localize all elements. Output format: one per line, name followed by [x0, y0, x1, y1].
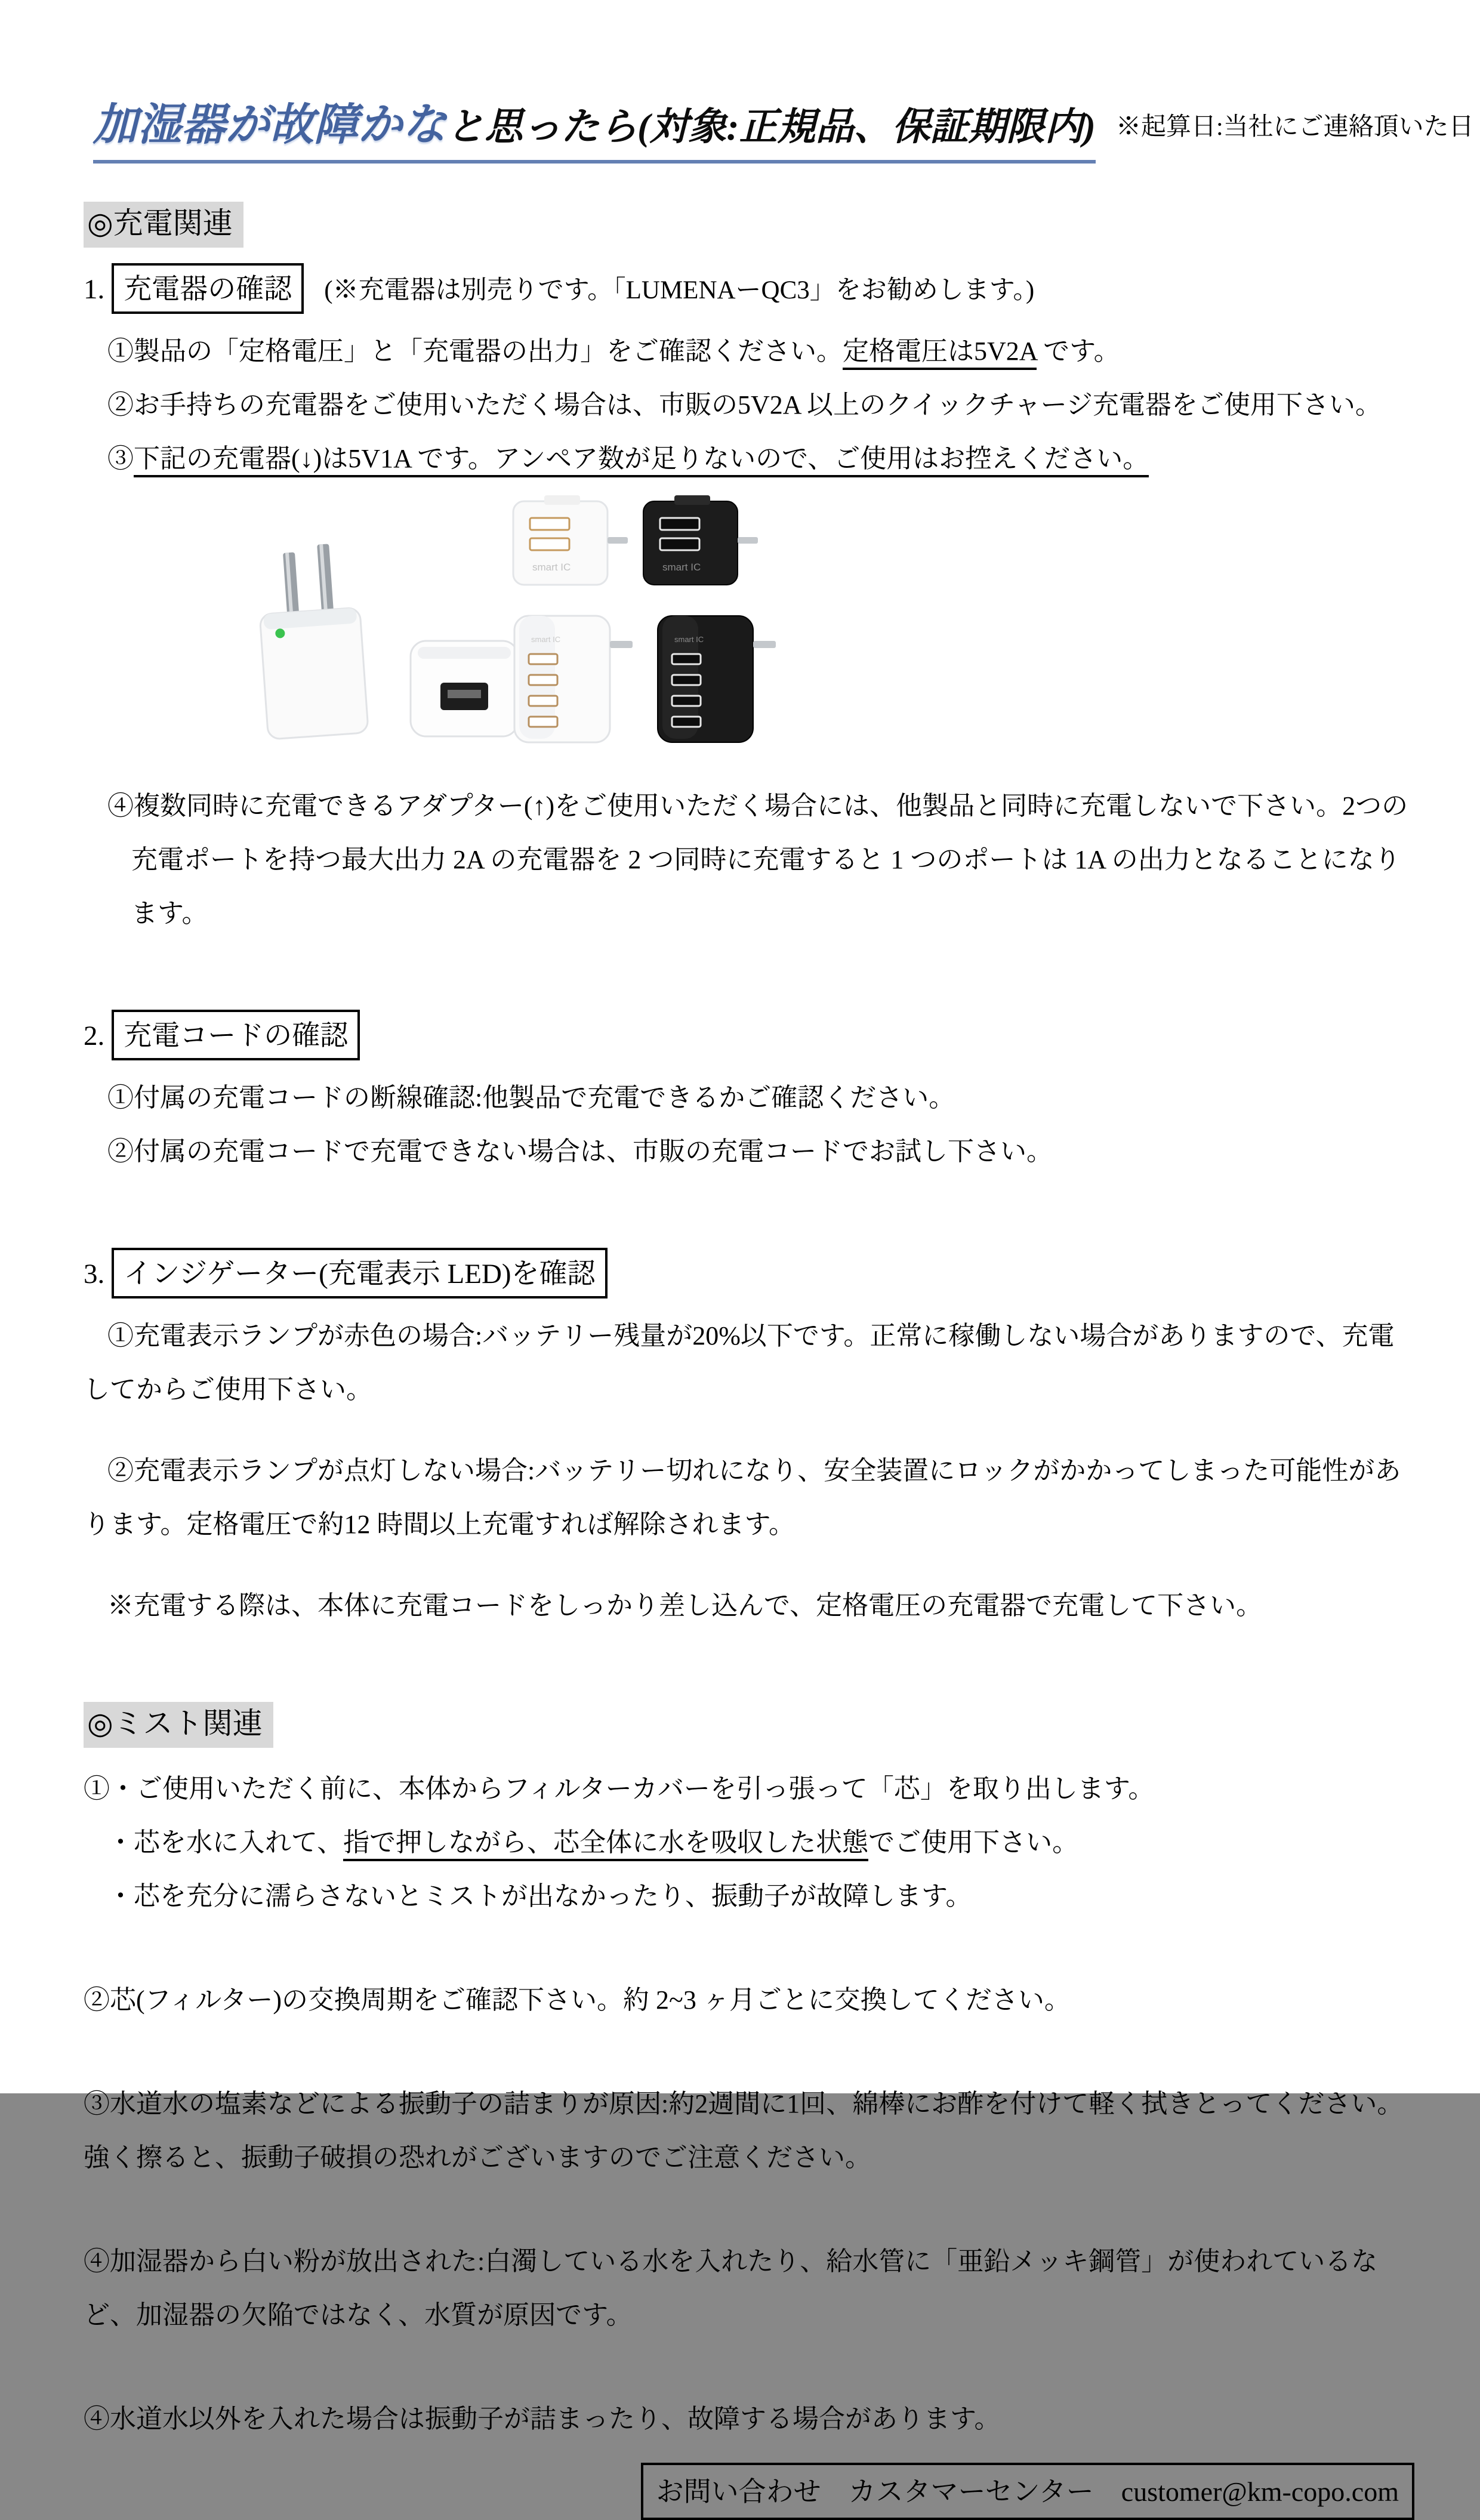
smart-ic-label: smart IC	[674, 635, 704, 644]
mist-line4: ②芯(フィルター)の交換周期をご確認下さい。約 2~3 ヶ月ごとに交換してください。	[84, 1985, 1071, 2015]
mist-line7: ④水道水以外を入れた場合は振動子が詰まったり、故障する場合があります。	[84, 2404, 1001, 2433]
item1-note: (※充電器は別売りです。「LUMENAーQC3」をお勧めします。)	[324, 276, 1035, 304]
title-note: ※起算日:当社にご連絡頂いた日	[1115, 113, 1474, 141]
white-4port-charger	[514, 616, 633, 742]
page-title	[93, 90, 1474, 164]
charging-item2-line1: ①付属の充電コードの断線確認:他製品で充電できるかご確認ください。	[107, 1083, 955, 1112]
charging-item3-line1: ①充電表示ランプが赤色の場合:バッテリー残量が20%以下です。正常に稼働しない場合がありますので、充電してからご使用下さい。	[84, 1321, 1395, 1404]
black-2port-charger	[643, 495, 758, 585]
underline-charger-warning: 下記の充電器(↓)は5V1A です。アンペア数が足りないので、ご使用はお控えください。	[134, 444, 1149, 477]
dual-port-chargers-image	[508, 494, 765, 596]
item1-boxed-title: 充電器の確認	[112, 263, 304, 314]
charging-item3-note: ※充電する際は、本体に充電コードをしっかり差し込んで、定格電圧の充電器で充電して下さい。	[107, 1591, 1263, 1620]
mist-line1: ①・ご使用いただく前に、本体からフィルターカバーを引っ張って「芯」を取り出します。	[84, 1774, 1155, 1803]
contact-box: お問い合わせ カスタマーセンター customer@km-copo.com	[641, 2463, 1414, 2520]
charging-item1-line4: ④複数同時に充電できるアダプター(↑)をご使用いただく場合には、他製品と同時に充電しないで下さい。2つの充電ポートを持つ最大出力 2A の充電器を 2 つ同時に充電すると 1 つのポートは 1A の出力となることになります。	[107, 791, 1408, 928]
charging-item1-line1: ①製品の「定格電圧」と「充電器の出力」をご確認ください。定格電圧は5V2A です。	[84, 325, 1414, 378]
title-blue-part: 加湿器が故障かな	[93, 101, 446, 150]
charging-item1-line2: ②お手持ちの充電器をご使用いただく場合は、市販の5V2A 以上のクイックチャージ充電器をご使用下さい。	[107, 390, 1382, 420]
mist-line5: ③水道水の塩素などによる振動子の詰まりが原因:約2週間に1回、綿棒にお酢を付けて軽く拭きとってください。強く擦ると、振動子破損の恐れがございますのでご注意ください。	[84, 2089, 1404, 2172]
charger-images	[84, 491, 1414, 752]
item1-number: 1.	[84, 274, 105, 305]
black-4port-charger	[658, 616, 776, 742]
charging-item3-line2: ②充電表示ランプが点灯しない場合:バッテリー切れになり、安全装置にロックがかかってしまった可能性があります。定格電圧で約12 時間以上充電すれば解除されます。	[84, 1456, 1401, 1539]
white-2port-charger	[513, 495, 628, 585]
smart-ic-label: smart IC	[531, 635, 561, 644]
item3-number: 3.	[84, 1259, 105, 1290]
smart-ic-label: smart IC	[662, 562, 701, 573]
section-mist	[84, 1702, 1414, 2446]
mist-line2: ・芯を水に入れて、指で押しながら、芯全体に水を吸収した状態でご使用下さい。	[84, 1816, 1414, 1870]
charging-item3-heading	[84, 1248, 1414, 1298]
charging-item1-heading	[84, 263, 1414, 314]
quad-port-chargers-image	[508, 607, 795, 751]
charging-section-heading: ◎充電関連	[84, 202, 243, 248]
charging-item1-line3: ③下記の充電器(↓)は5V1A です。アンペア数が足りないので、ご使用はお控えください。	[84, 432, 1414, 486]
section-charging	[84, 202, 1414, 1633]
charging-item2-heading	[84, 1010, 1414, 1060]
title-black-part: と思ったら(対象:正規品、保証期限内)	[446, 106, 1096, 148]
item2-boxed-title: 充電コードの確認	[112, 1010, 360, 1060]
charging-item2-line2: ②付属の充電コードで充電できない場合は、市販の充電コードでお試し下さい。	[107, 1137, 1053, 1166]
title-underline	[93, 90, 1096, 164]
mist-line6: ④加湿器から白い粉が放出された:白濁している水を入れたり、給水管に「亜鉛メッキ鋼管」が使われているなど、加湿器の欠陥ではなく、水質が原因です。	[84, 2247, 1378, 2330]
mist-line3: ・芯を充分に濡らさないとミストが出なかったり、振動子が故障します。	[107, 1881, 972, 1911]
white-charger-with-prongs	[255, 542, 368, 739]
item2-number: 2.	[84, 1020, 105, 1051]
item3-boxed-title: インジゲーター(充電表示 LED)を確認	[112, 1248, 607, 1298]
underline-rated-voltage: 定格電圧は5V2A	[843, 337, 1037, 370]
underline-wick-soak: 指で押しながら、芯全体に水を吸収した状態	[343, 1828, 868, 1861]
mist-section-heading: ◎ミスト関連	[84, 1702, 273, 1748]
smart-ic-label: smart IC	[532, 562, 571, 573]
